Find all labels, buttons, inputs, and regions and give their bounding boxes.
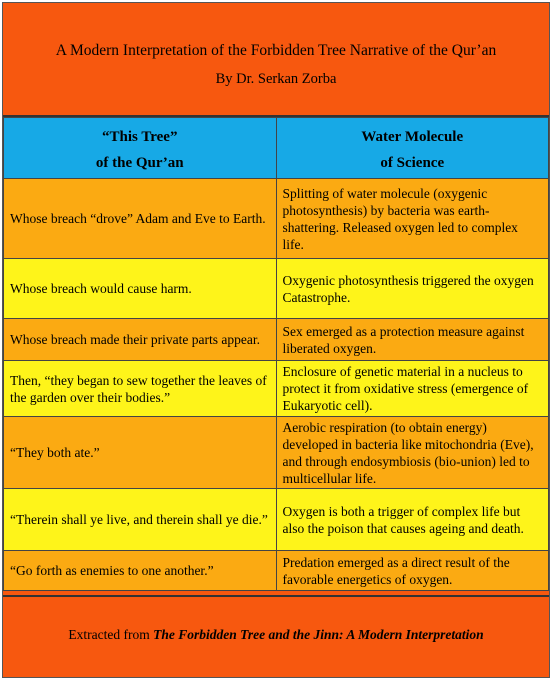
footer-banner (3, 595, 549, 677)
column-header-water-molecule-line1: Water Molecule (361, 129, 464, 145)
row-science-cell: Predation emerged as a direct result of the favorable energetics of oxygen. (276, 551, 549, 591)
footer-book-title: The Forbidden Tree and the Jinn: A Modern Interpretation (153, 627, 484, 642)
row-science-cell: Sex emerged as a protection measure against liberated oxygen. (276, 319, 549, 361)
column-header-water-molecule (276, 118, 549, 179)
page-title: A Modern Interpretation of the Forbidden Tree Narrative of the Qur’an (55, 42, 497, 59)
table-header-row (4, 118, 549, 179)
column-header-this-tree-line2: of the Qur’an (95, 155, 184, 171)
table-row (4, 417, 549, 489)
column-header-this-tree (4, 118, 277, 179)
footer-prefix: Extracted from (68, 627, 154, 642)
row-quran-cell: “Go forth as enemies to one another.” (4, 551, 277, 591)
table-row (4, 361, 549, 417)
table-row (4, 259, 549, 319)
author-line: By Dr. Serkan Zorba (215, 71, 337, 87)
infographic-page (2, 2, 550, 678)
row-quran-cell: Whose breach would cause harm. (4, 259, 277, 319)
row-science-cell: Enclosure of genetic material in a nucleus to protect it from oxidative stress (emergence of Eukaryotic cell). (276, 361, 549, 417)
table-row (4, 489, 549, 551)
table-row (4, 551, 549, 591)
row-science-cell: Oxygenic photosynthesis triggered the oxygen Catastrophe. (276, 259, 549, 319)
row-science-cell: Oxygen is both a trigger of complex life but also the poison that causes ageing and death. (276, 489, 549, 551)
row-quran-cell: “Therein shall ye live, and therein shall ye die.” (4, 489, 277, 551)
column-header-this-tree-line1: “This Tree” (102, 129, 178, 145)
row-science-cell: Splitting of water molecule (oxygenic photosynthesis) by bacteria was earth-shattering. Released oxygen led to complex life. (276, 179, 549, 259)
header-banner (3, 3, 549, 117)
column-header-water-molecule-line2: of Science (380, 155, 445, 171)
row-quran-cell: Whose breach made their private parts appear. (4, 319, 277, 361)
row-quran-cell: “They both ate.” (4, 417, 277, 489)
row-quran-cell: Then, “they began to sew together the leaves of the garden over their bodies.” (4, 361, 277, 417)
row-science-cell: Aerobic respiration (to obtain energy) developed in bacteria like mitochondria (Eve), and through endosymbiosis (bio-union) led to multicellular life. (276, 417, 549, 489)
table-row (4, 319, 549, 361)
table-row (4, 179, 549, 259)
comparison-table (3, 117, 549, 591)
row-quran-cell: Whose breach “drove” Adam and Eve to Earth. (4, 179, 277, 259)
